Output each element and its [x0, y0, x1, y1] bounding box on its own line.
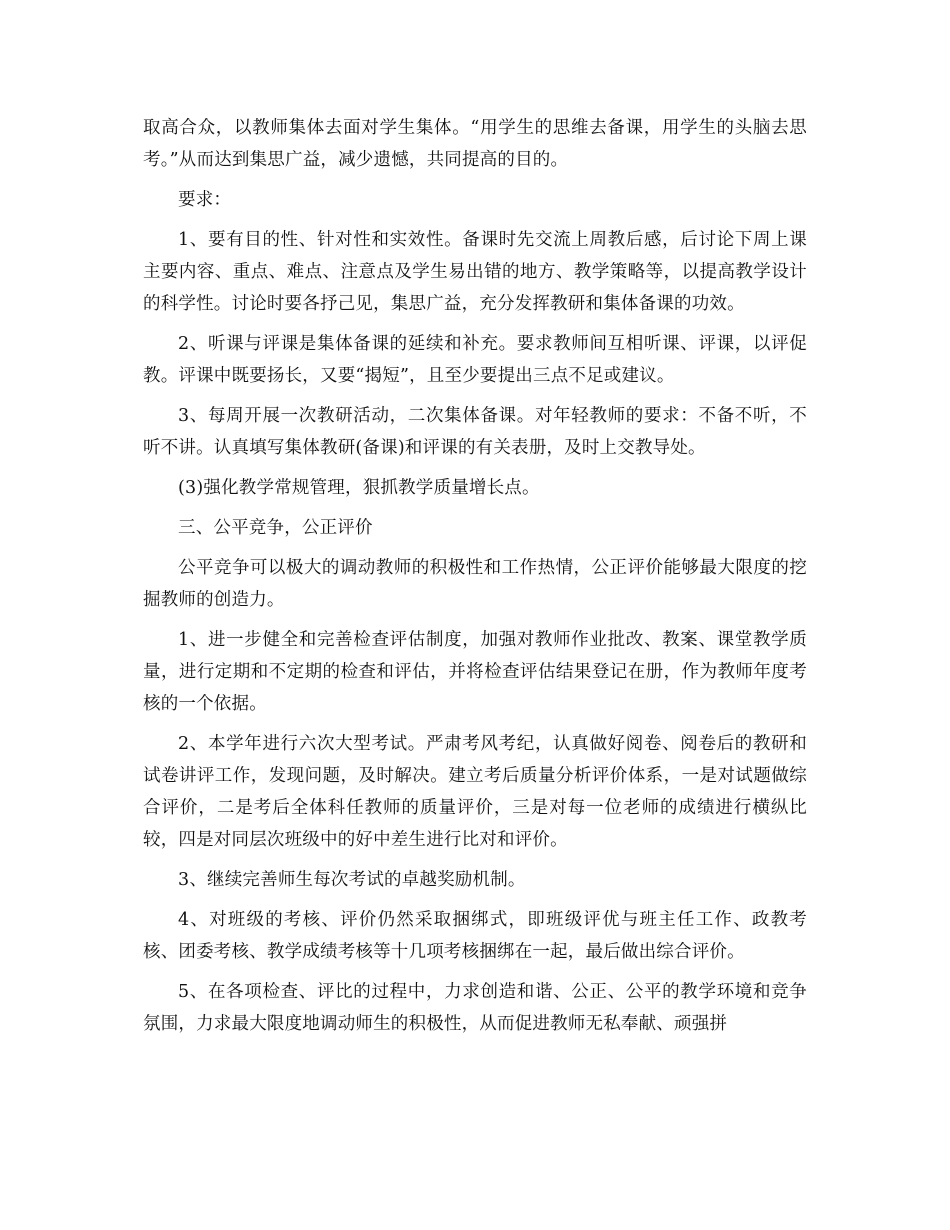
- paragraph-subsection-3: (3)强化教学常规管理，狠抓教学质量增长点。: [178, 478, 540, 498]
- paragraph-item-3: 3、继续完善师生每次考试的卓越奖励机制。: [178, 870, 526, 890]
- paragraph-requirements-heading: 要求：: [178, 190, 232, 210]
- paragraph-section-intro: 公平竞争可以极大的调动教师的积极性和工作热情，公正评价能够最大限度的挖掘教师的创造力。: [143, 558, 807, 610]
- paragraph-requirement-3: 3、每周开展一次教研活动，二次集体备课。对年轻教师的要求：不备不听，不听不讲。认真填写集体教研(备课)和评课的有关表册，及时上交教导处。: [143, 406, 807, 458]
- paragraph-section-heading: 三、公平竞争，公正评价: [178, 518, 373, 538]
- paragraph-continuation: 取高合众，以教师集体去面对学生集体。“用学生的思维去备课，用学生的头脑去思考。”从而达到集思广益，减少遗憾，共同提高的目的。: [143, 118, 807, 170]
- paragraph-item-4: 4、对班级的考核、评价仍然采取捆绑式，即班级评优与班主任工作、政教考核、团委考核、教学成绩考核等十几项考核捆绑在一起，最后做出综合评价。: [143, 910, 807, 962]
- document-body: [143, 112, 807, 1048]
- paragraph-item-1: 1、进一步健全和完善检查评估制度，加强对教师作业批改、教案、课堂教学质量，进行定期和不定期的检查和评估，并将检查评估结果登记在册，作为教师年度考核的一个依据。: [143, 630, 807, 714]
- paragraph-item-5: 5、在各项检查、评比的过程中，力求创造和谐、公正、公平的教学环境和竞争氛围，力求最大限度地调动师生的积极性，从而促进教师无私奉献、顽强拼: [143, 982, 807, 1034]
- paragraph-item-2: 2、本学年进行六次大型考试。严肃考风考纪，认真做好阅卷、阅卷后的教研和试卷讲评工作，发现问题，及时解决。建立考后质量分析评价体系，一是对试题做综合评价，二是考后全体科任教师的质量评价，三是对每一位老师的成绩进行横纵比较，四是对同层次班级中的好中差生进行比对和评价。: [143, 734, 807, 850]
- paragraph-requirement-1: 1、要有目的性、针对性和实效性。备课时先交流上周教后感，后讨论下周上课主要内容、重点、难点、注意点及学生易出错的地方、教学策略等，以提高教学设计的科学性。讨论时要各抒己见，集思广益，充分发挥教研和集体备课的功效。: [143, 230, 807, 314]
- paragraph-requirement-2: 2、听课与评课是集体备课的延续和补充。要求教师间互相听课、评课，以评促教。评课中既要扬长，又要“揭短”，且至少要提出三点不足或建议。: [143, 334, 807, 386]
